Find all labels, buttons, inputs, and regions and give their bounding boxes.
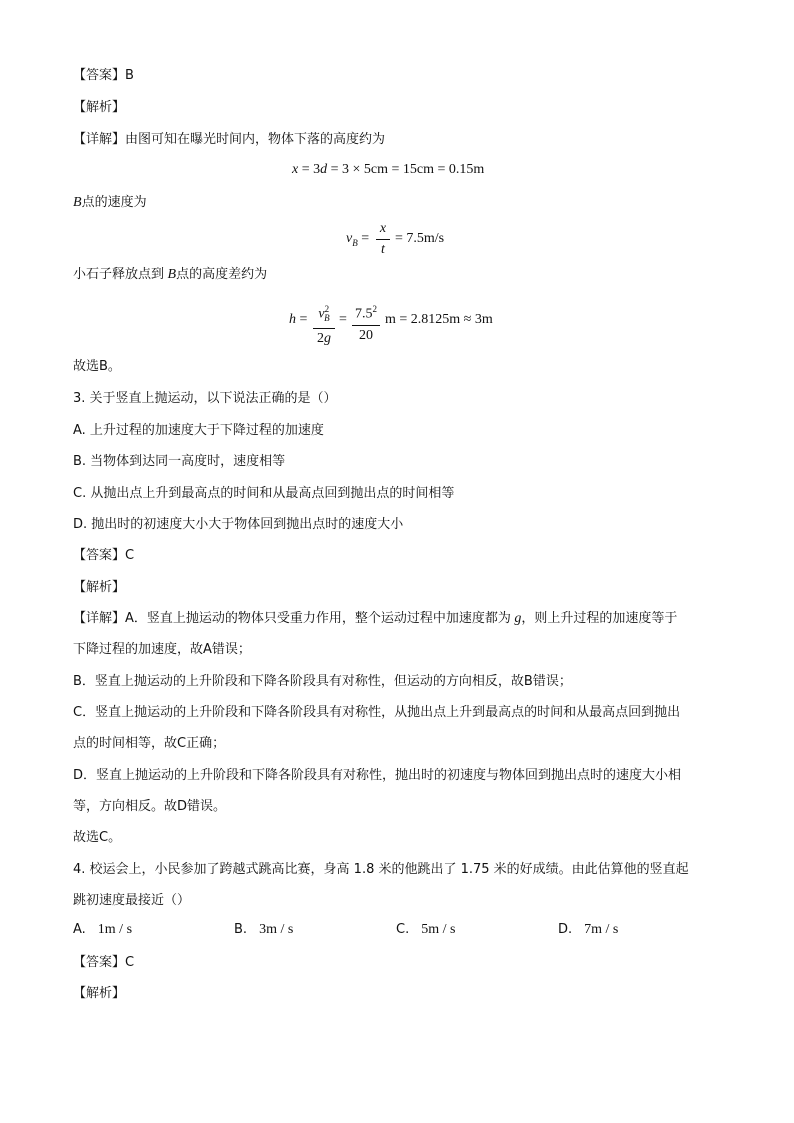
q3-conclusion: 故选C。 <box>73 830 122 845</box>
answer-label: 【答案】 <box>73 68 126 83</box>
answer-line-2 <box>73 67 134 85</box>
q4-option-a: A. 1m / s <box>73 922 133 937</box>
equation-vb-lhs: $v_B$ = <box>346 231 370 248</box>
q3-stem: 3. 关于竖直上抛运动，以下说法正确的是（） <box>73 391 337 406</box>
q4-option-d: D. 7m / s <box>558 922 619 937</box>
q3-detail-6: D．竖直上抛运动的上升阶段和下降各阶段具有对称性，抛出时的初速度与物体回到抛出点时的速度大小相 <box>73 768 682 783</box>
q4-stem-1: 4. 校运会上，小民参加了跨越式跳高比赛，身高 1.8 米的他跳出了 1.75 米的好成绩。由此估算他的竖直起 <box>73 862 689 877</box>
detail-line <box>73 131 385 149</box>
q3-option-b: B. 当物体到达同一高度时，速度相等 <box>73 454 286 469</box>
b-speed-line: B点的速度为 <box>73 195 147 210</box>
q3-detail-4: C．竖直上抛运动的上升阶段和下降各阶段具有对称性，从抛出点上升到最高点的时间和从最高点回到抛出 <box>73 705 681 720</box>
q4-option-c: C. 5m / s <box>396 922 456 937</box>
equation-h-fraction-2: $7.5^2$ 20 <box>352 300 380 345</box>
q3-detail-2: 下降过程的加速度，故A错误； <box>73 642 251 657</box>
equation-h-rhs: m = 2.8125m ≈ 3m <box>385 312 493 327</box>
equation-vb-rhs: = 7.5m/s <box>395 231 445 246</box>
analysis-label: 【解析】 <box>73 100 126 115</box>
q3-option-c: C. 从抛出点上升到最高点的时间和从最高点回到抛出点的时间相等 <box>73 486 455 501</box>
q3-option-d: D. 抛出时的初速度大小大于物体回到抛出点时的速度大小 <box>73 517 404 532</box>
denominator: 2g <box>317 331 331 347</box>
conclusion-b: 故选B。 <box>73 359 121 374</box>
equation-h-lhs: h = <box>289 312 308 327</box>
q4-stem-2: 跳初速度最接近（） <box>73 893 191 908</box>
height-diff-line: 小石子释放点到 B点的高度差约为 <box>73 267 268 282</box>
equation-height: x = 3d = 3 × 5cm = 15cm = 0.15m <box>292 162 485 177</box>
detail-label: 【详解】 <box>73 132 126 147</box>
q3-detail-7: 等，方向相反。故D错误。 <box>73 799 227 814</box>
q3-detail-3: B．竖直上抛运动的上升阶段和下降各阶段具有对称性，但运动的方向相反，故B错误； <box>73 674 572 689</box>
equals-sign: = <box>339 312 347 327</box>
q3-detail-1: 【详解】A．竖直上抛运动的物体只受重力作用，整个运动过程中加速度都为 g，则上升过程的加速度等于 <box>73 611 678 626</box>
q4-option-b: B. 3m / s <box>234 922 294 937</box>
q3-detail-5: 点的时间相等，故C正确； <box>73 736 226 751</box>
equation-h-fraction-1: $v^2_B$ 2g <box>313 300 335 348</box>
detail-text: 由图可知在曝光时间内，物体下落的高度约为 <box>125 132 386 147</box>
q3-option-a: A. 上升过程的加速度大于下降过程的加速度 <box>73 423 324 438</box>
q3-analysis-label: 【解析】 <box>73 580 126 595</box>
equation-vb-fraction: x t <box>376 220 390 259</box>
q4-answer: 【答案】C <box>73 955 135 970</box>
q3-answer: 【答案】C <box>73 548 135 563</box>
q4-analysis-label: 【解析】 <box>73 986 126 1001</box>
answer-value: B <box>125 68 134 83</box>
